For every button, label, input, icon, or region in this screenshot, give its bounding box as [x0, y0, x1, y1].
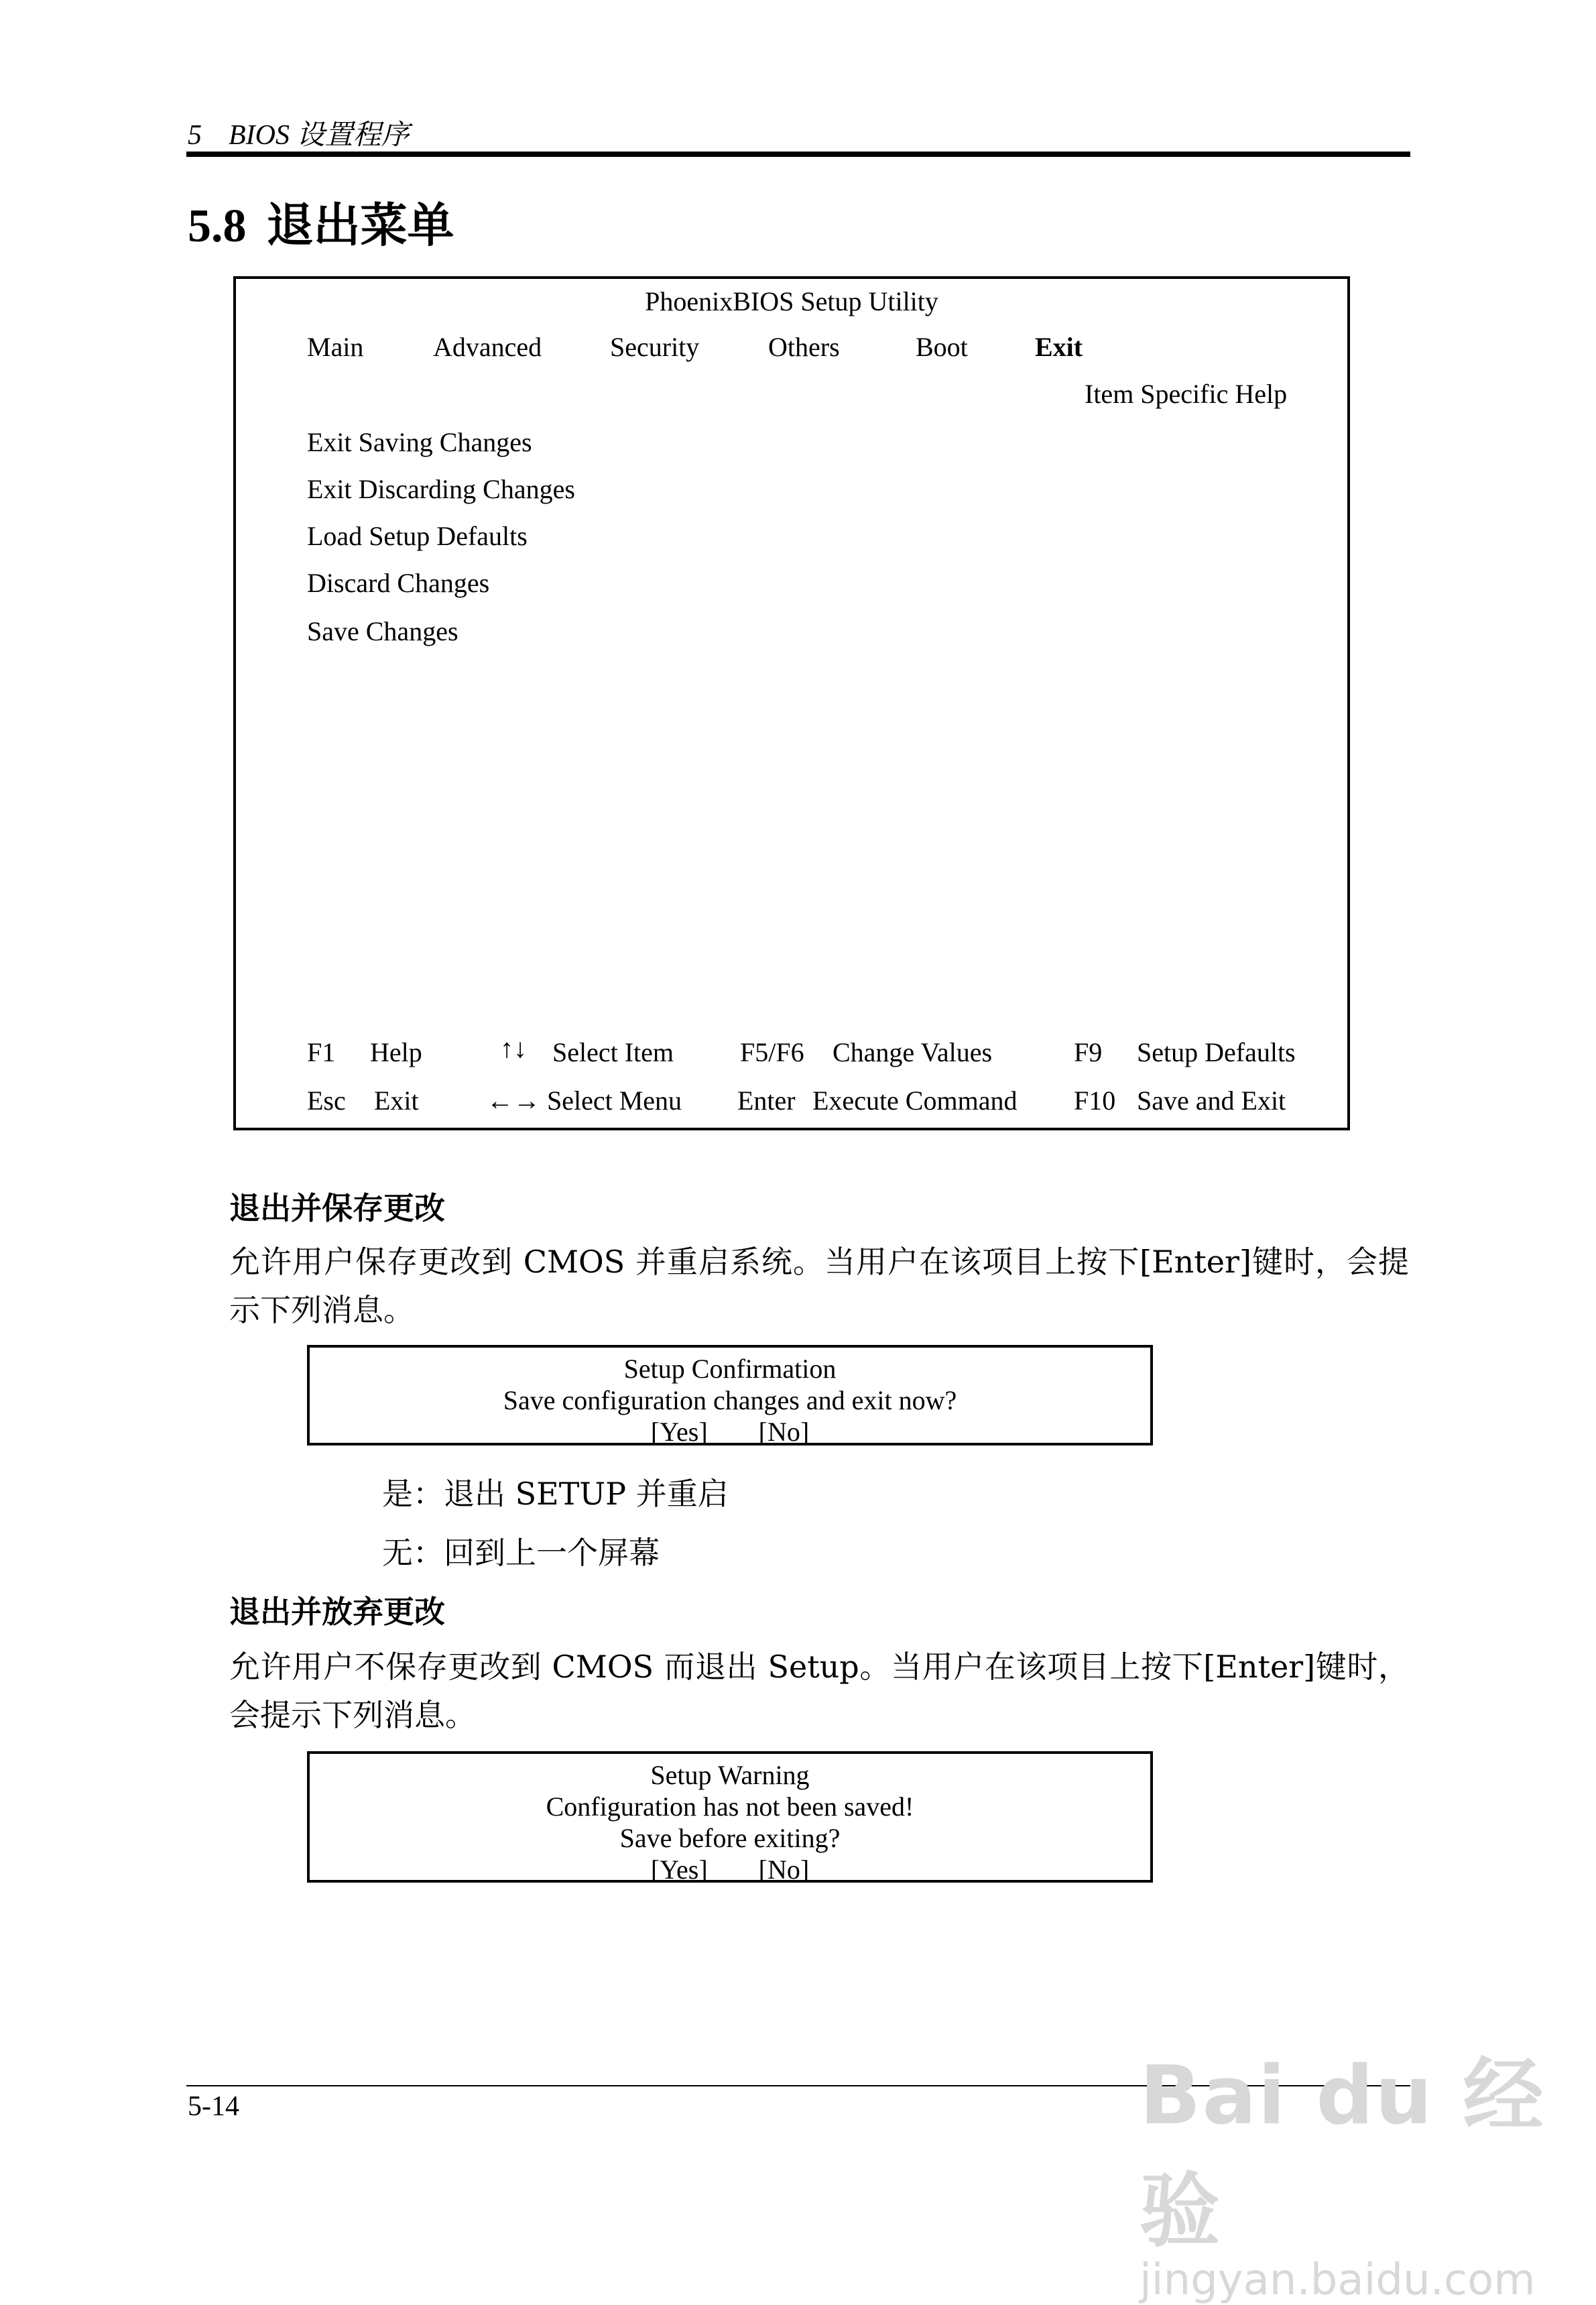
tab-boot[interactable]: Boot [916, 332, 968, 362]
watermark-brand: Bai du 经验 [1140, 2050, 1545, 2258]
dialog-title: Setup Warning [650, 1760, 810, 1790]
section-title-text: 退出菜单 [266, 200, 454, 252]
key-updown-label: Select Item [552, 1037, 674, 1067]
key-f1: F1 [307, 1037, 336, 1067]
tab-security[interactable]: Security [610, 332, 700, 362]
key-leftright-label: Select Menu [547, 1085, 682, 1116]
dialog-message: Save configuration changes and exit now? [503, 1385, 957, 1415]
key-f9: F9 [1074, 1037, 1103, 1067]
key-esc-label: Exit [374, 1085, 419, 1116]
tab-others[interactable]: Others [768, 332, 840, 362]
item-specific-help-title: Item Specific Help [1085, 379, 1288, 409]
leftright-arrows-icon: ←→ [487, 1085, 540, 1116]
no-button[interactable]: [No] [758, 1854, 810, 1885]
updown-arrows-icon: ↑↓ [500, 1033, 527, 1063]
option-discard-changes[interactable]: Discard Changes [307, 568, 490, 598]
answer-no: 无：回到上一个屏幕 [382, 1535, 660, 1571]
setup-warning-dialog [307, 1751, 1153, 1883]
dialog-question: Save before exiting? [619, 1823, 841, 1853]
bios-title: PhoenixBIOS Setup Utility [645, 286, 938, 316]
dialog-buttons [310, 1416, 1150, 1447]
exit-saving-description: 允许用户保存更改到 CMOS 并重启系统。当用户在该项目上按下[Enter]键时，会提示下列消息。 [229, 1244, 1409, 1328]
answer-yes: 是：退出 SETUP 并重启 [382, 1476, 729, 1512]
key-enter-label: Execute Command [812, 1085, 1018, 1116]
option-save-changes[interactable]: Save Changes [307, 616, 458, 646]
exit-saving-heading: 退出并保存更改 [229, 1190, 445, 1226]
tab-exit[interactable]: Exit [1035, 332, 1083, 362]
key-f10-label: Save and Exit [1137, 1085, 1286, 1116]
tab-main[interactable]: Main [307, 332, 364, 362]
bios-screen [233, 276, 1350, 1130]
running-header [188, 113, 409, 153]
dialog-message: Configuration has not been saved! [546, 1791, 914, 1822]
header-rule [186, 152, 1410, 157]
option-exit-discarding-changes[interactable]: Exit Discarding Changes [307, 474, 575, 504]
yes-button[interactable]: [Yes] [650, 1417, 708, 1447]
key-enter: Enter [737, 1085, 796, 1116]
section-number: 5.8 [188, 200, 247, 252]
key-esc: Esc [307, 1085, 346, 1116]
watermark-url: jingyan.baidu.com [1140, 2255, 1536, 2305]
option-exit-saving-changes[interactable]: Exit Saving Changes [307, 427, 532, 457]
key-f5f6-label: Change Values [833, 1037, 993, 1067]
chapter-title: BIOS 设置程序 [229, 120, 410, 151]
section-title [188, 188, 454, 255]
chapter-number: 5 [188, 120, 202, 151]
tab-advanced[interactable]: Advanced [433, 332, 542, 362]
key-f9-label: Setup Defaults [1137, 1037, 1296, 1067]
yes-button[interactable]: [Yes] [650, 1854, 708, 1885]
key-f5f6: F5/F6 [740, 1037, 804, 1067]
key-f1-label: Help [370, 1037, 422, 1067]
exit-discarding-heading: 退出并放弃更改 [229, 1594, 445, 1630]
baidu-watermark [1140, 2031, 1596, 2305]
exit-discarding-description: 允许用户不保存更改到 CMOS 而退出 Setup。当用户在该项目上按下[Enter]键时，会提示下列消息。 [229, 1649, 1409, 1733]
setup-confirmation-dialog [307, 1345, 1153, 1445]
dialog-buttons [310, 1854, 1150, 1885]
dialog-title: Setup Confirmation [623, 1354, 837, 1384]
page-number: 5-14 [188, 2091, 239, 2122]
no-button[interactable]: [No] [758, 1417, 810, 1447]
option-load-setup-defaults[interactable]: Load Setup Defaults [307, 521, 528, 551]
key-f10: F10 [1074, 1085, 1116, 1116]
